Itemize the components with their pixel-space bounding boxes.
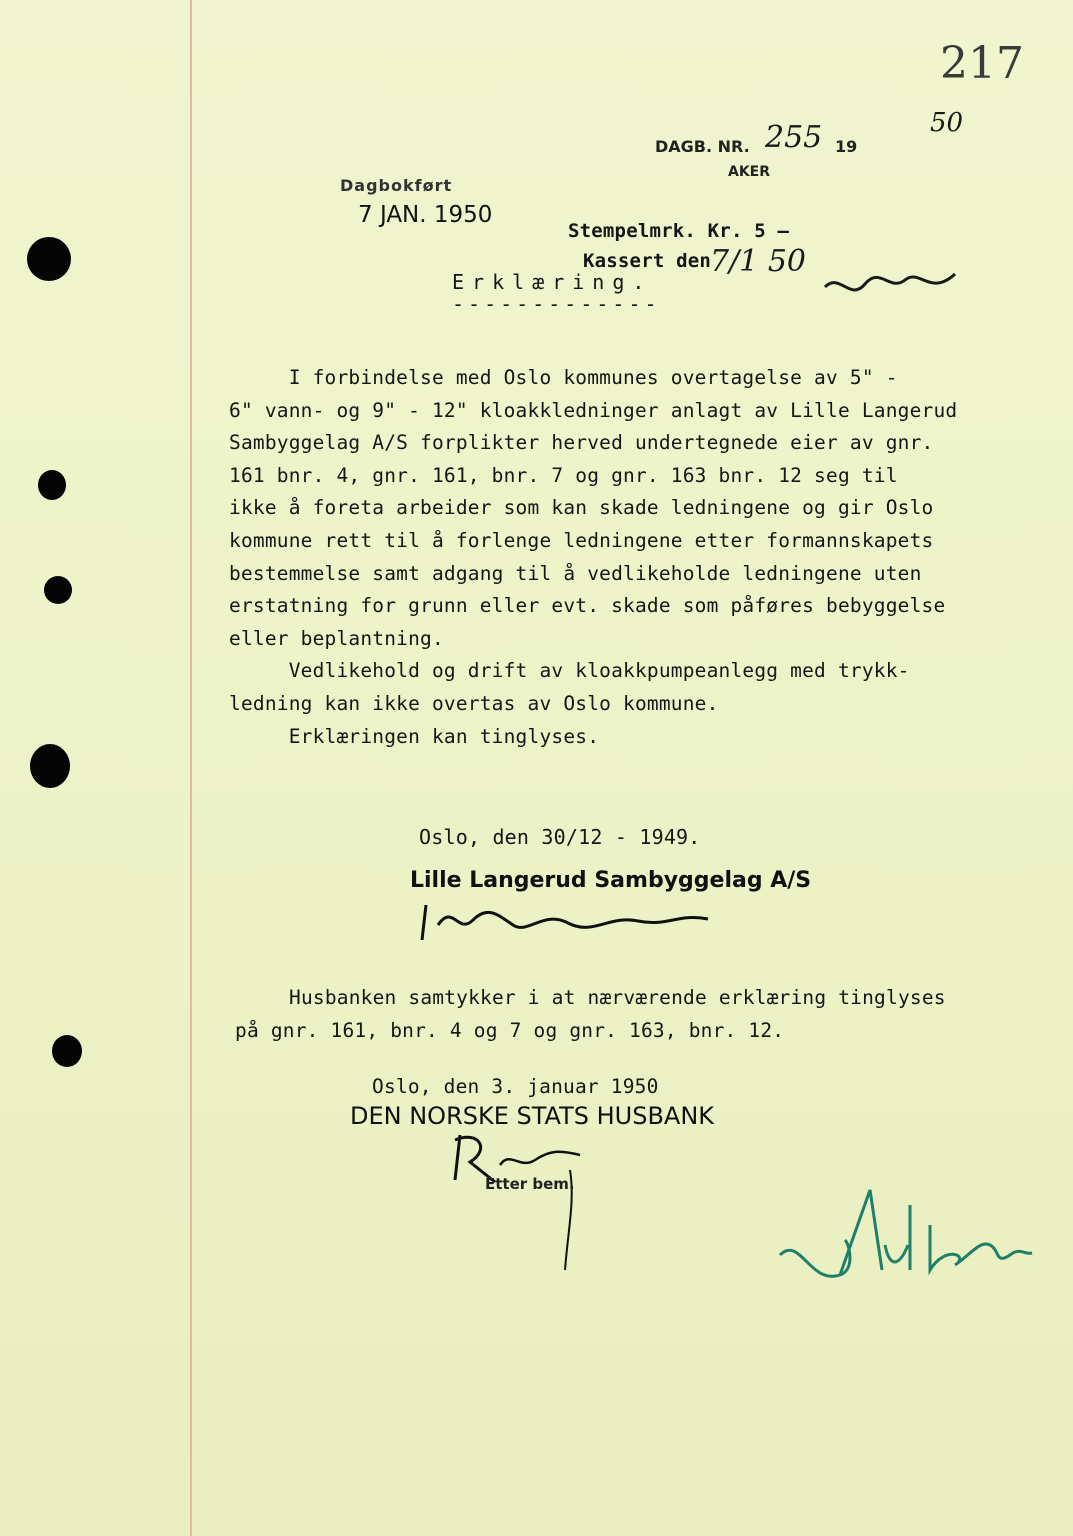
- title-underline: -------------: [452, 292, 661, 316]
- punch-hole: [52, 1035, 82, 1067]
- punch-hole: [30, 744, 70, 788]
- husbank-line-1: Husbanken samtykker i at nærværende erklæring tinglyses: [289, 986, 946, 1009]
- body-line: I forbindelse med Oslo kommunes overtagelse av 5" -: [229, 366, 898, 389]
- body-line: eller beplantning.: [229, 626, 444, 650]
- body-line: ikke å foreta arbeider som kan skade ledningene og gir Oslo: [229, 496, 934, 520]
- body-line: 161 bnr. 4, gnr. 161, bnr. 7 og gnr. 163 bnr. 12 seg til: [229, 463, 898, 487]
- punch-hole: [44, 576, 72, 604]
- signature-place-date-1: Oslo, den 30/12 - 1949.: [419, 825, 701, 849]
- body-line: Erklæringen kan tinglyses.: [229, 724, 600, 748]
- document-title: Erklæring.: [452, 270, 653, 294]
- dagbokfort-date: 7 JAN. 1950: [358, 202, 493, 228]
- husbank-line-2: på gnr. 161, bnr. 4 og 7 og gnr. 163, bnr. 12.: [235, 1019, 785, 1042]
- institution-stamp: DEN NORSKE STATS HUSBANK: [350, 1102, 715, 1130]
- margin-line: [190, 0, 192, 1536]
- body-line: erstatning for grunn eller evt. skade som påføres bebyggelse: [229, 594, 946, 618]
- body-line: bestemmelse samt adgang til å vedlikeholde ledningene uten: [229, 561, 922, 585]
- body-line: Sambyggelag A/S forplikter herved undertegnede eier av gnr.: [229, 431, 934, 455]
- stempel-line1: Stempelmrk. Kr. 5 —: [568, 220, 790, 242]
- body-line: ledning kan ikke overtas av Oslo kommune.: [229, 692, 719, 715]
- dagbok-place: AKER: [728, 164, 771, 180]
- signature-2: [440, 1120, 600, 1284]
- body-line: kommune rett til å forlenge ledningene etter formannskapets: [229, 529, 934, 552]
- green-signature: [770, 1185, 1050, 1299]
- stempel-line2-written: 7/1 50: [710, 244, 806, 279]
- dagbok-year: 50: [930, 108, 964, 138]
- etter-bem-stamp: Etter bem.: [485, 1175, 575, 1193]
- punch-hole: [38, 470, 66, 500]
- company-stamp: Lille Langerud Sambyggelag A/S: [410, 868, 812, 893]
- stempel-line2-label: Kassert den: [583, 250, 712, 272]
- dagbok-label: DAGB. NR.: [655, 137, 750, 156]
- dagbok-year-prefix: 19: [835, 137, 858, 156]
- body-line: 6" vann- og 9" - 12" kloakkledninger anlagt av Lille Langerud: [229, 398, 958, 422]
- handwritten-signature-mark: [820, 262, 960, 316]
- dagbok-number: 255: [765, 120, 823, 155]
- punch-hole: [27, 237, 71, 281]
- dagbokfort-label: Dagbokført: [340, 176, 453, 195]
- page-number: 217: [940, 38, 1024, 89]
- body-line: Vedlikehold og drift av kloakkpumpeanlegg med trykk-: [229, 659, 910, 683]
- signature-place-date-2: Oslo, den 3. januar 1950: [372, 1075, 659, 1098]
- signature-1: [418, 895, 718, 949]
